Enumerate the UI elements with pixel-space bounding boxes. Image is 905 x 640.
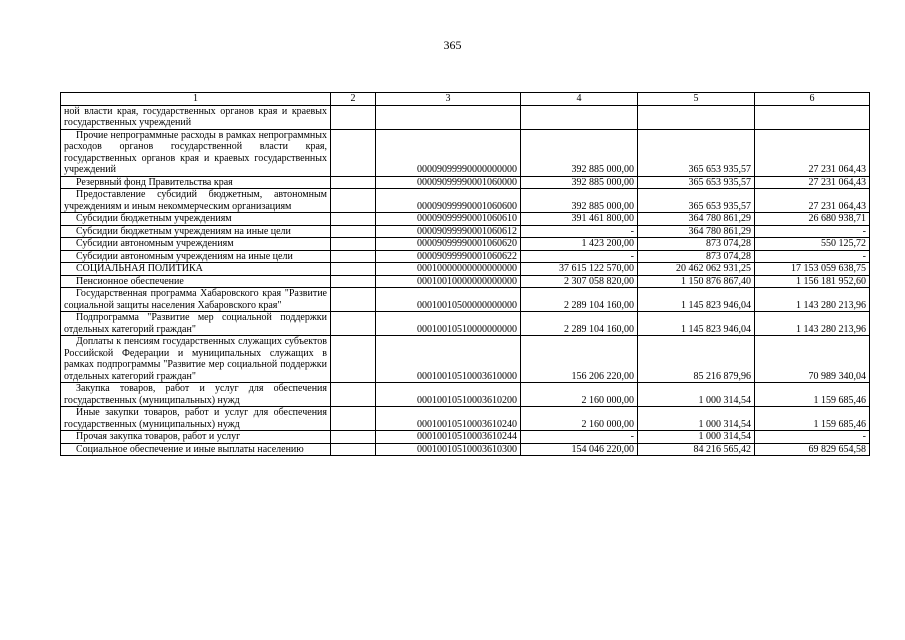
row-name-cell: Пенсионное обеспечение — [61, 275, 331, 288]
row-remainder-cell: 1 159 685,46 — [755, 407, 870, 431]
row-planned-cell: 2 307 058 820,00 — [521, 275, 638, 288]
row-col2-cell — [331, 225, 376, 238]
row-col2-cell — [331, 129, 376, 176]
table-row — [61, 263, 870, 276]
row-remainder-cell: 27 231 064,43 — [755, 129, 870, 176]
row-code-cell: 00009099990001060620 — [376, 238, 521, 251]
row-remainder-cell: - — [755, 250, 870, 263]
row-name-cell: ной власти края, государственных органов края и краевых государственных учреждений — [61, 105, 331, 129]
row-planned-cell: - — [521, 225, 638, 238]
row-code-cell: 00010010510003610200 — [376, 383, 521, 407]
row-code-cell: 00010010510003610000 — [376, 336, 521, 383]
row-remainder-cell: 550 125,72 — [755, 238, 870, 251]
row-code-cell: 00009099990001060622 — [376, 250, 521, 263]
table-row — [61, 275, 870, 288]
table-row — [61, 129, 870, 176]
row-remainder-cell — [755, 105, 870, 129]
row-col2-cell — [331, 213, 376, 226]
row-col2-cell — [331, 288, 376, 312]
row-executed-cell: 1 145 823 946,04 — [638, 288, 755, 312]
row-code-cell — [376, 105, 521, 129]
row-code-cell: 00010010510003610244 — [376, 431, 521, 444]
table-row — [61, 225, 870, 238]
row-code-cell: 00010010500000000000 — [376, 288, 521, 312]
row-code-cell: 00010010510003610300 — [376, 443, 521, 456]
table-row — [61, 213, 870, 226]
row-name-cell: Предоставление субсидий бюджетным, автономным учреждениям и иным некоммерческим организациям — [61, 189, 331, 213]
row-col2-cell — [331, 336, 376, 383]
row-code-cell: 00009099990000000000 — [376, 129, 521, 176]
row-planned-cell: 37 615 122 570,00 — [521, 263, 638, 276]
row-planned-cell: 392 885 000,00 — [521, 176, 638, 189]
row-executed-cell: 1 000 314,54 — [638, 431, 755, 444]
row-remainder-cell: - — [755, 431, 870, 444]
row-executed-cell: 364 780 861,29 — [638, 225, 755, 238]
row-executed-cell: 365 653 935,57 — [638, 189, 755, 213]
column-header: 2 — [331, 93, 376, 106]
column-header: 1 — [61, 93, 331, 106]
row-name-cell: Субсидии автономным учреждениям — [61, 238, 331, 251]
row-remainder-cell: 69 829 654,58 — [755, 443, 870, 456]
table-row — [61, 238, 870, 251]
row-planned-cell: - — [521, 431, 638, 444]
row-remainder-cell: 1 143 280 213,96 — [755, 312, 870, 336]
row-remainder-cell: 1 156 181 952,60 — [755, 275, 870, 288]
row-col2-cell — [331, 443, 376, 456]
row-col2-cell — [331, 383, 376, 407]
row-name-cell: Прочая закупка товаров, работ и услуг — [61, 431, 331, 444]
row-col2-cell — [331, 250, 376, 263]
row-executed-cell: 1 000 314,54 — [638, 407, 755, 431]
row-executed-cell: 84 216 565,42 — [638, 443, 755, 456]
row-executed-cell: 1 150 876 867,40 — [638, 275, 755, 288]
page-number: 365 — [443, 38, 462, 52]
row-executed-cell — [638, 105, 755, 129]
row-name-cell: Субсидии бюджетным учреждениям на иные цели — [61, 225, 331, 238]
row-planned-cell: 2 289 104 160,00 — [521, 288, 638, 312]
row-name-cell: Доплаты к пенсиям государственных служащих субъектов Российской Федерации и муниципальных служащих в рамках подпрограммы "Развитие мер социальной поддержки отдельных категорий граждан" — [61, 336, 331, 383]
row-code-cell: 00010010510003610240 — [376, 407, 521, 431]
table-row — [61, 176, 870, 189]
row-planned-cell: 2 289 104 160,00 — [521, 312, 638, 336]
row-code-cell: 00010010510000000000 — [376, 312, 521, 336]
row-col2-cell — [331, 312, 376, 336]
row-executed-cell: 365 653 935,57 — [638, 176, 755, 189]
table-row — [61, 443, 870, 456]
table-row — [61, 431, 870, 444]
row-name-cell: Субсидии автономным учреждениям на иные цели — [61, 250, 331, 263]
row-executed-cell: 1 000 314,54 — [638, 383, 755, 407]
row-planned-cell: 391 461 800,00 — [521, 213, 638, 226]
table-row — [61, 407, 870, 431]
table-row — [61, 288, 870, 312]
row-remainder-cell: 1 159 685,46 — [755, 383, 870, 407]
row-col2-cell — [331, 263, 376, 276]
row-remainder-cell: 1 143 280 213,96 — [755, 288, 870, 312]
table-row — [61, 105, 870, 129]
row-planned-cell: 392 885 000,00 — [521, 189, 638, 213]
row-col2-cell — [331, 189, 376, 213]
row-planned-cell: 2 160 000,00 — [521, 383, 638, 407]
row-executed-cell: 873 074,28 — [638, 238, 755, 251]
row-executed-cell: 364 780 861,29 — [638, 213, 755, 226]
row-col2-cell — [331, 431, 376, 444]
table-row — [61, 383, 870, 407]
budget-table — [60, 92, 870, 456]
row-planned-cell — [521, 105, 638, 129]
row-name-cell: СОЦИАЛЬНАЯ ПОЛИТИКА — [61, 263, 331, 276]
row-code-cell: 00009099990001060610 — [376, 213, 521, 226]
row-col2-cell — [331, 238, 376, 251]
column-header: 5 — [638, 93, 755, 106]
row-name-cell: Иные закупки товаров, работ и услуг для обеспечения государственных (муниципальных) нужд — [61, 407, 331, 431]
row-remainder-cell: 27 231 064,43 — [755, 189, 870, 213]
row-col2-cell — [331, 176, 376, 189]
row-executed-cell: 20 462 062 931,25 — [638, 263, 755, 276]
row-name-cell: Прочие непрограммные расходы в рамках непрограммных расходов органов государственной власти края, государственных органов края и краевых государственных учреждений — [61, 129, 331, 176]
column-header: 4 — [521, 93, 638, 106]
row-name-cell: Подпрограмма "Развитие мер социальной поддержки отдельных категорий граждан" — [61, 312, 331, 336]
row-remainder-cell: 27 231 064,43 — [755, 176, 870, 189]
row-planned-cell: - — [521, 250, 638, 263]
row-executed-cell: 1 145 823 946,04 — [638, 312, 755, 336]
row-code-cell: 00009099990001060612 — [376, 225, 521, 238]
row-name-cell: Государственная программа Хабаровского края "Развитие социальной защиты населения Хабаровского края" — [61, 288, 331, 312]
row-name-cell: Закупка товаров, работ и услуг для обеспечения государственных (муниципальных) нужд — [61, 383, 331, 407]
row-name-cell: Резервный фонд Правительства края — [61, 176, 331, 189]
column-header: 6 — [755, 93, 870, 106]
row-code-cell: 00010010000000000000 — [376, 275, 521, 288]
row-name-cell: Социальное обеспечение и иные выплаты населению — [61, 443, 331, 456]
row-remainder-cell: 26 680 938,71 — [755, 213, 870, 226]
row-planned-cell: 2 160 000,00 — [521, 407, 638, 431]
row-code-cell: 00009099990001060600 — [376, 189, 521, 213]
row-name-cell: Субсидии бюджетным учреждениям — [61, 213, 331, 226]
row-code-cell: 00009099990001060000 — [376, 176, 521, 189]
table-row — [61, 336, 870, 383]
row-planned-cell: 392 885 000,00 — [521, 129, 638, 176]
row-planned-cell: 156 206 220,00 — [521, 336, 638, 383]
table-row — [61, 250, 870, 263]
row-code-cell: 00010000000000000000 — [376, 263, 521, 276]
row-executed-cell: 873 074,28 — [638, 250, 755, 263]
row-executed-cell: 85 216 879,96 — [638, 336, 755, 383]
row-planned-cell: 154 046 220,00 — [521, 443, 638, 456]
row-planned-cell: 1 423 200,00 — [521, 238, 638, 251]
row-remainder-cell: 17 153 059 638,75 — [755, 263, 870, 276]
row-remainder-cell: 70 989 340,04 — [755, 336, 870, 383]
column-number-header-row — [61, 93, 870, 106]
table-row — [61, 189, 870, 213]
table-row — [61, 312, 870, 336]
row-col2-cell — [331, 407, 376, 431]
column-header: 3 — [376, 93, 521, 106]
row-executed-cell: 365 653 935,57 — [638, 129, 755, 176]
row-remainder-cell: - — [755, 225, 870, 238]
row-col2-cell — [331, 275, 376, 288]
row-col2-cell — [331, 105, 376, 129]
